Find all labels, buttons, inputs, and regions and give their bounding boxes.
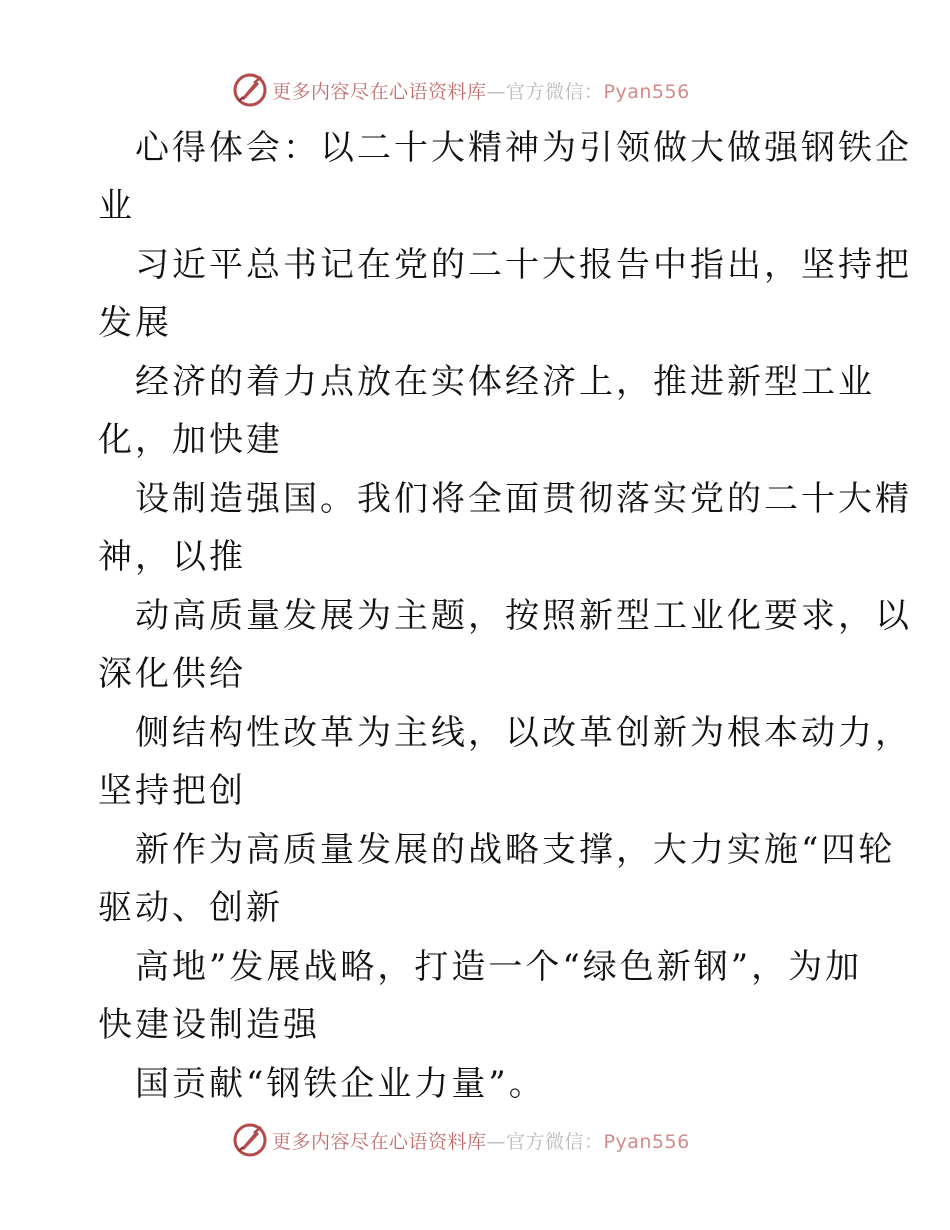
paragraph-line: 侧结构性改革为主线，以改革创新为根本动力， bbox=[135, 713, 912, 753]
watermark-wechat-label: —官方微信： bbox=[486, 80, 604, 103]
paragraph-line: 坚持把创 bbox=[98, 771, 246, 811]
paragraph-line: 习近平总书记在党的二十大报告中指出，坚持把 bbox=[135, 245, 912, 285]
paragraph-line: 动高质量发展为主题，按照新型工业化要求，以 bbox=[135, 596, 912, 636]
paragraph-line: 新作为高质量发展的战略支撑，大力实施“四轮 bbox=[135, 830, 896, 870]
paragraph-line: 设制造强国。我们将全面贯彻落实党的二十大精 bbox=[135, 479, 912, 519]
watermark-wechat-id: Pyan556 bbox=[603, 80, 690, 103]
document-title-line-1: 心得体会：以二十大精神为引领做大做强钢铁企 bbox=[135, 128, 912, 168]
paragraph-line: 深化供给 bbox=[98, 654, 246, 694]
watermark-site-text: 更多内容尽在心语资料库 bbox=[272, 80, 487, 103]
paragraph-line: 国贡献“钢铁企业力量”。 bbox=[135, 1064, 546, 1104]
paragraph-line: 经济的着力点放在实体经济上，推进新型工业 bbox=[135, 362, 875, 402]
footer-watermark bbox=[232, 1120, 752, 1160]
document-title-line-2: 业 bbox=[98, 186, 135, 226]
paragraph-line: 驱动、创新 bbox=[98, 888, 283, 928]
paragraph-line: 化，加快建 bbox=[98, 420, 283, 460]
watermark-wechat-label: —官方微信： bbox=[486, 1130, 604, 1153]
watermark-wechat-id: Pyan556 bbox=[603, 1130, 690, 1153]
paragraph-line: 发展 bbox=[98, 303, 172, 343]
watermark-text bbox=[272, 1127, 690, 1154]
paragraph-line: 神，以推 bbox=[98, 537, 246, 577]
paragraph-line: 快建设制造强 bbox=[98, 1005, 320, 1045]
paragraph-line: 高地”发展战略，打造一个“绿色新钢”，为加 bbox=[135, 947, 863, 987]
quill-pen-circle-icon bbox=[232, 1122, 268, 1158]
watermark-site-text: 更多内容尽在心语资料库 bbox=[272, 1130, 487, 1153]
